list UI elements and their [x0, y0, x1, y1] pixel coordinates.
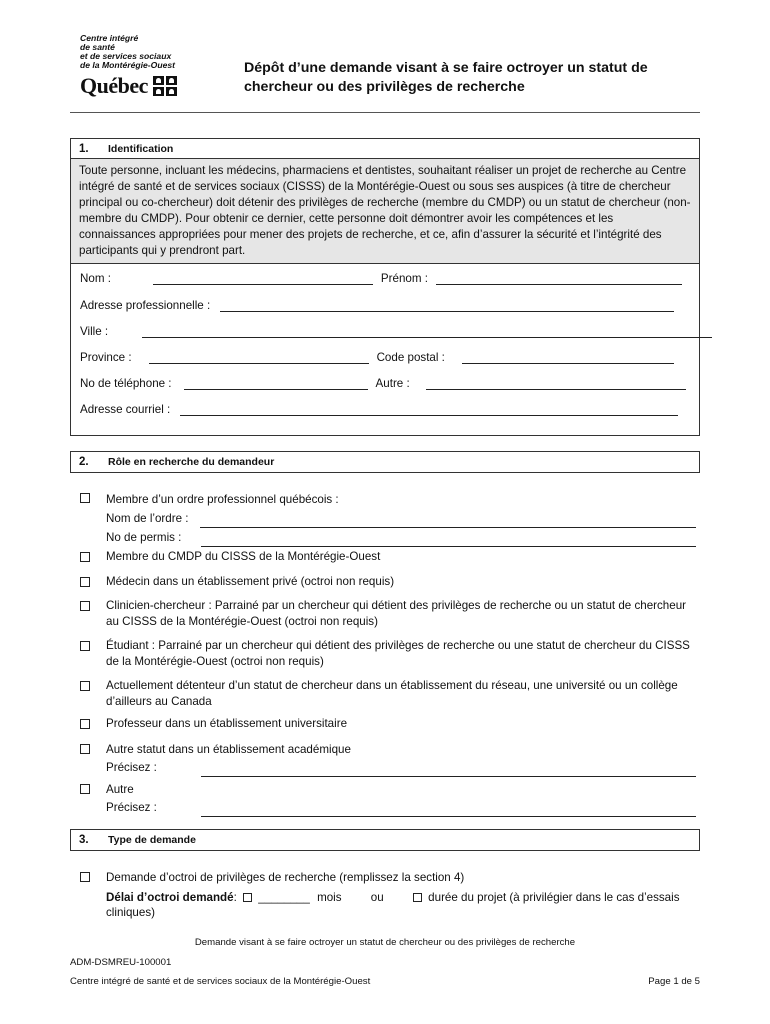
option-label: Médecin dans un établissement privé (octroi non requis) — [106, 575, 395, 588]
ville-field[interactable] — [142, 326, 712, 338]
mois-label: mois — [317, 891, 342, 904]
delai-row: Délai d’octroi demandé: ________ mois ou durée du projet (à privilégier dans le cas d’essais cliniques) — [106, 891, 680, 919]
checkbox[interactable] — [80, 493, 90, 503]
section-label: Identification — [108, 142, 174, 155]
page-number: Page 1 de 5 — [648, 976, 700, 987]
cisss-logo — [80, 34, 230, 99]
option-detenteur-statut — [80, 678, 696, 710]
no-permis-row — [106, 528, 696, 547]
option-label: Étudiant : Parrainé par un chercheur qui détient des privilèges de recherche ou une statut de chercheur du CISSS de la Montérégie-Ouest (octroi non requis) — [106, 639, 690, 668]
logo-org-line: et de services sociaux — [80, 51, 172, 61]
option-label: Autre — [106, 783, 134, 796]
option-demande-privileges — [80, 869, 696, 920]
footer-org: Centre intégré de santé et de services sociaux de la Montérégie-Ouest — [70, 976, 371, 987]
option-label: Demande d’octroi de privilèges de recherche (remplissez la section 4) — [106, 871, 465, 884]
section-label: Type de demande — [108, 834, 196, 846]
nom-field[interactable] — [153, 273, 373, 285]
code-postal-label: Code postal : — [376, 351, 445, 364]
option-ordre-professionnel — [80, 490, 696, 547]
footer-title: Demande visant à se faire octroyer un statut de chercheur ou des privilèges de recherche — [194, 937, 576, 948]
delai-mois-blank[interactable]: ________ — [258, 891, 310, 904]
logo-province: Québec — [80, 73, 148, 98]
nom-ordre-label: Nom de l’ordre : — [106, 512, 189, 525]
section-header — [71, 452, 699, 472]
precisez-label: Précisez : — [106, 761, 157, 774]
section-header — [71, 830, 699, 850]
province-row — [80, 351, 674, 364]
telephone-label: No de téléphone : — [80, 377, 172, 390]
checkbox[interactable] — [80, 784, 90, 794]
precisez-row — [106, 759, 696, 777]
header-divider — [70, 112, 700, 113]
nom-label: Nom : — [80, 272, 111, 285]
checkbox[interactable] — [80, 601, 90, 611]
ville-row — [80, 325, 712, 338]
delai-mois-checkbox[interactable] — [243, 893, 252, 902]
option-label: Clinicien-chercheur : Parrainé par un chercheur qui détient des privilèges de recherche ou un statut de chercheur au CISSS de la Montérégie-Ouest (octroi non requis) — [106, 599, 687, 628]
option-autre-statut-academique — [80, 741, 696, 777]
precisez-label: Précisez : — [106, 801, 157, 814]
section-number: 2. — [79, 456, 89, 468]
ou-label: ou — [370, 891, 384, 904]
adresse-row — [80, 299, 674, 312]
adresse-field[interactable] — [220, 300, 674, 312]
nom-ordre-row — [106, 509, 696, 528]
logo-org-line: Centre intégré — [80, 33, 139, 43]
option-label: Autre statut dans un établissement académique — [106, 743, 351, 756]
checkbox[interactable] — [80, 719, 90, 729]
identification-intro: Toute personne, incluant les médecins, pharmaciens et dentistes, souhaitant réaliser un projet de recherche au Centre intégré de santé et de services sociaux (CISSS) de la Montérégie-Ouest ou sous ses auspices (à titre de chercheur principal ou co-chercheur) doit détenir des privilèges de recherche (membre du CMDP) ou un statut de chercheur (non-membre du CMDP). Pour obtenir ce dernier, cette personne doit démontrer avoir les compétences et les connaissances appropriées pour mener des projets de recherche, et ce, afin d’assurer la sécurité et l’intégrité des participants qui y prendront part. — [71, 159, 699, 264]
document-title: Dépôt d’une demande visant à se faire octroyer un statut de chercheur ou des privilèges de recherche — [244, 60, 648, 95]
option-label: Actuellement détenteur d’un statut de chercheur dans un établissement du réseau, une université ou un collège d’ailleurs au Canada — [106, 679, 678, 708]
option-label: Membre d’un ordre professionnel québécois : — [106, 493, 339, 506]
autre-field[interactable] — [426, 378, 686, 390]
province-label: Province : — [80, 351, 132, 364]
prenom-field[interactable] — [436, 273, 682, 285]
logo-org-line: de santé — [80, 42, 115, 52]
section-header — [71, 139, 699, 159]
nom-row — [80, 272, 682, 285]
section-type-demande — [70, 829, 700, 851]
nom-ordre-field[interactable] — [200, 516, 696, 528]
delai-label: Délai d’octroi demandé — [106, 891, 234, 904]
section-number: 3. — [79, 834, 89, 846]
section-number: 1. — [79, 142, 89, 155]
checkbox[interactable] — [80, 744, 90, 754]
option-etudiant — [80, 638, 696, 670]
logo-org-line: de la Montérégie-Ouest — [80, 60, 176, 70]
no-permis-label: No de permis : — [106, 531, 182, 544]
prenom-label: Prénom : — [380, 272, 428, 285]
option-clinicien-chercheur — [80, 598, 696, 630]
checkbox[interactable] — [80, 641, 90, 651]
autre-label: Autre : — [375, 377, 410, 390]
option-cmdp — [80, 549, 696, 565]
adresse-label: Adresse professionnelle : — [80, 299, 211, 312]
code-postal-field[interactable] — [462, 352, 674, 364]
fleur-de-lis-flag-icon — [153, 76, 177, 96]
option-professeur — [80, 716, 696, 732]
courriel-field[interactable] — [180, 404, 678, 416]
duree-label: durée du projet (à privilégier dans le cas d’essais cliniques) — [106, 891, 680, 919]
section-label: Rôle en recherche du demandeur — [108, 456, 275, 468]
form-code: ADM-DSMREU-100001 — [70, 957, 172, 968]
option-label: Professeur dans un établissement universitaire — [106, 717, 348, 730]
section-identification — [70, 138, 700, 436]
telephone-row — [80, 377, 686, 390]
courriel-label: Adresse courriel : — [80, 403, 171, 416]
section-role — [70, 451, 700, 473]
duree-checkbox[interactable] — [413, 893, 422, 902]
no-permis-field[interactable] — [201, 535, 696, 547]
telephone-field[interactable] — [184, 378, 368, 390]
checkbox[interactable] — [80, 577, 90, 587]
checkbox[interactable] — [80, 872, 90, 882]
courriel-row — [80, 403, 678, 416]
province-field[interactable] — [149, 352, 369, 364]
option-medecin-prive — [80, 574, 696, 590]
checkbox[interactable] — [80, 681, 90, 691]
option-label: Membre du CMDP du CISSS de la Montérégie-Ouest — [106, 550, 381, 563]
precisez-field[interactable] — [201, 805, 696, 817]
precisez-field[interactable] — [201, 765, 696, 777]
option-autre — [80, 781, 696, 817]
precisez-row — [106, 799, 696, 817]
ville-label: Ville : — [80, 325, 109, 338]
checkbox[interactable] — [80, 552, 90, 562]
